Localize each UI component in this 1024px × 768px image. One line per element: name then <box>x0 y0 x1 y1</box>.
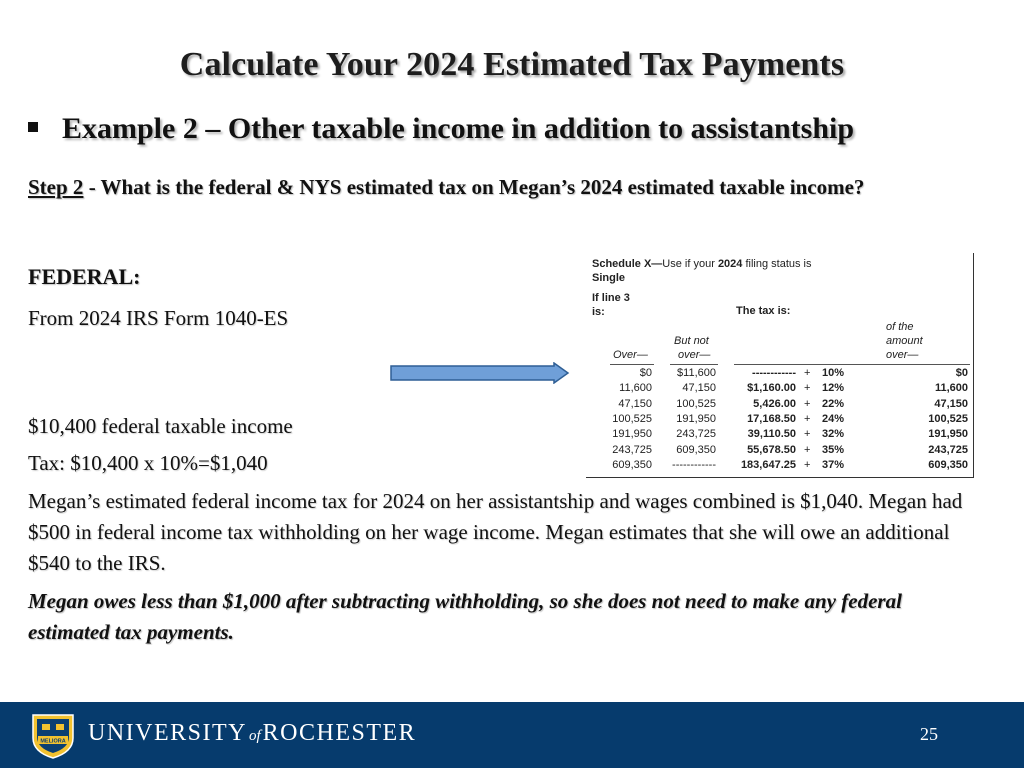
col-not-over-header: over— <box>678 349 711 361</box>
square-bullet-icon <box>28 122 38 132</box>
if-line-2: is: <box>592 306 605 318</box>
seal-motto: MELIORA <box>40 738 66 745</box>
col-over-header: Over— <box>613 349 648 361</box>
wordmark-university: UNIVERSITY <box>88 720 247 746</box>
table-row <box>586 398 974 413</box>
explanation-paragraph: Megan’s estimated federal income tax for 2024 on her assistantship and wages combined is $1,040. Megan had $500 in federal income tax withholding on her wage income. Megan estimates that she will owe an additional $540 to the IRS. <box>28 489 963 575</box>
amount-over-cell: 47,150 <box>934 397 968 410</box>
plus-sign-cell: + <box>804 458 811 471</box>
bracket-over-cell: 191,950 <box>612 428 652 441</box>
university-wordmark <box>88 720 416 747</box>
bracket-not-over-cell: ------------ <box>672 458 716 471</box>
bracket-not-over-cell: 47,150 <box>682 382 716 395</box>
table-row <box>586 444 974 459</box>
slide-title: Calculate Your 2024 Estimated Tax Payments <box>179 46 845 83</box>
base-tax-cell: 39,110.50 <box>747 428 796 441</box>
university-seal-icon <box>30 712 76 760</box>
schedule-heading-end: filing status is <box>742 258 812 270</box>
schedule-heading-year: 2024 <box>717 258 743 270</box>
plus-sign-cell: + <box>804 397 811 410</box>
table-row <box>586 413 974 428</box>
but-not-label: But not <box>674 335 709 347</box>
bracket-not-over-cell: 191,950 <box>676 412 716 425</box>
rate-cell: 24% <box>822 412 845 425</box>
base-tax-cell: ------------ <box>752 367 796 379</box>
amount-over-cell: 100,525 <box>928 412 968 425</box>
col-amount-over-header: over— <box>886 349 919 361</box>
conclusion-text: Megan owes less than $1,000 after subtracting withholding, so she does not need to make any federal estimated tax payments. <box>28 589 902 644</box>
schedule-heading <box>592 257 812 285</box>
plus-sign-cell: + <box>804 412 811 425</box>
col-tax-rule <box>734 364 970 365</box>
source-line: From 2024 IRS Form 1040-ES <box>28 306 289 330</box>
bullet-example <box>28 112 854 146</box>
schedule-heading-status: Single <box>592 272 626 284</box>
rate-cell: 32% <box>822 428 845 441</box>
base-tax-cell: 5,426.00 <box>753 397 796 410</box>
schedule-heading-rest: Use if your <box>662 258 718 270</box>
rate-cell: 12% <box>822 382 845 395</box>
table-row <box>586 459 974 474</box>
plus-sign-cell: + <box>804 443 811 456</box>
base-tax-cell: 55,678.50 <box>747 443 796 456</box>
bullet-text: Example 2 – Other taxable income in addition to assistantship <box>62 112 855 145</box>
base-tax-cell: 17,168.50 <box>747 412 796 425</box>
if-line-label <box>592 291 652 319</box>
amount-over-cell: 11,600 <box>934 382 968 395</box>
step-label: Step 2 <box>28 175 84 199</box>
plus-sign-cell: + <box>804 382 811 395</box>
right-arrow-icon <box>390 362 570 384</box>
plus-sign-cell: + <box>804 428 811 441</box>
amount-over-cell: 243,725 <box>928 443 968 456</box>
step-question <box>28 173 988 201</box>
rate-cell: 37% <box>822 458 845 471</box>
bracket-over-cell: 100,525 <box>612 412 652 425</box>
table-row <box>586 382 974 397</box>
step-text: - What is the federal & NYS estimated tax on Megan’s 2024 estimated taxable income? <box>83 175 865 199</box>
income-line: $10,400 federal taxable income <box>28 414 293 438</box>
wordmark-rochester: ROCHESTER <box>262 720 417 746</box>
bracket-not-over-cell: 100,525 <box>676 397 716 410</box>
bracket-not-over-cell: 609,350 <box>676 443 716 456</box>
bracket-over-cell: 243,725 <box>612 443 652 456</box>
footer-bar <box>0 702 1024 768</box>
plus-sign-cell: + <box>804 367 811 379</box>
table-row <box>586 367 974 382</box>
page-number: 25 <box>920 724 938 744</box>
wordmark-of: of <box>249 728 261 744</box>
rate-cell: 10% <box>822 367 845 379</box>
of-the-2: amount <box>886 335 923 347</box>
rate-cell: 35% <box>822 443 845 456</box>
federal-heading: FEDERAL: <box>28 264 141 289</box>
if-line-1: If line 3 <box>592 292 630 304</box>
bracket-over-cell: 47,150 <box>618 397 652 410</box>
rate-cell: 22% <box>822 397 845 410</box>
bracket-over-cell: 609,350 <box>612 458 652 471</box>
schedule-heading-bold: Schedule X— <box>592 258 663 270</box>
amount-over-cell: 191,950 <box>928 428 968 441</box>
of-the-amount-label <box>886 320 923 348</box>
bracket-over-cell: 11,600 <box>619 382 652 395</box>
base-tax-cell: 183,647.25 <box>740 458 796 471</box>
table-row <box>586 428 974 443</box>
amount-over-cell: $0 <box>955 367 968 379</box>
tax-is-label: The tax is: <box>736 305 791 317</box>
base-tax-cell: $1,160.00 <box>747 382 796 395</box>
bracket-not-over-cell: 243,725 <box>676 428 716 441</box>
col-not-over-rule <box>670 364 718 365</box>
schedule-x-table <box>586 253 974 478</box>
schedule-bottom-border <box>586 477 974 478</box>
amount-over-cell: 609,350 <box>928 458 968 471</box>
of-the-1: of the <box>886 321 914 333</box>
tax-calc-line: Tax: $10,400 x 10%=$1,040 <box>28 451 268 475</box>
col-over-rule <box>610 364 654 365</box>
bracket-not-over-cell: $11,600 <box>677 367 716 379</box>
bracket-over-cell: $0 <box>639 367 652 379</box>
